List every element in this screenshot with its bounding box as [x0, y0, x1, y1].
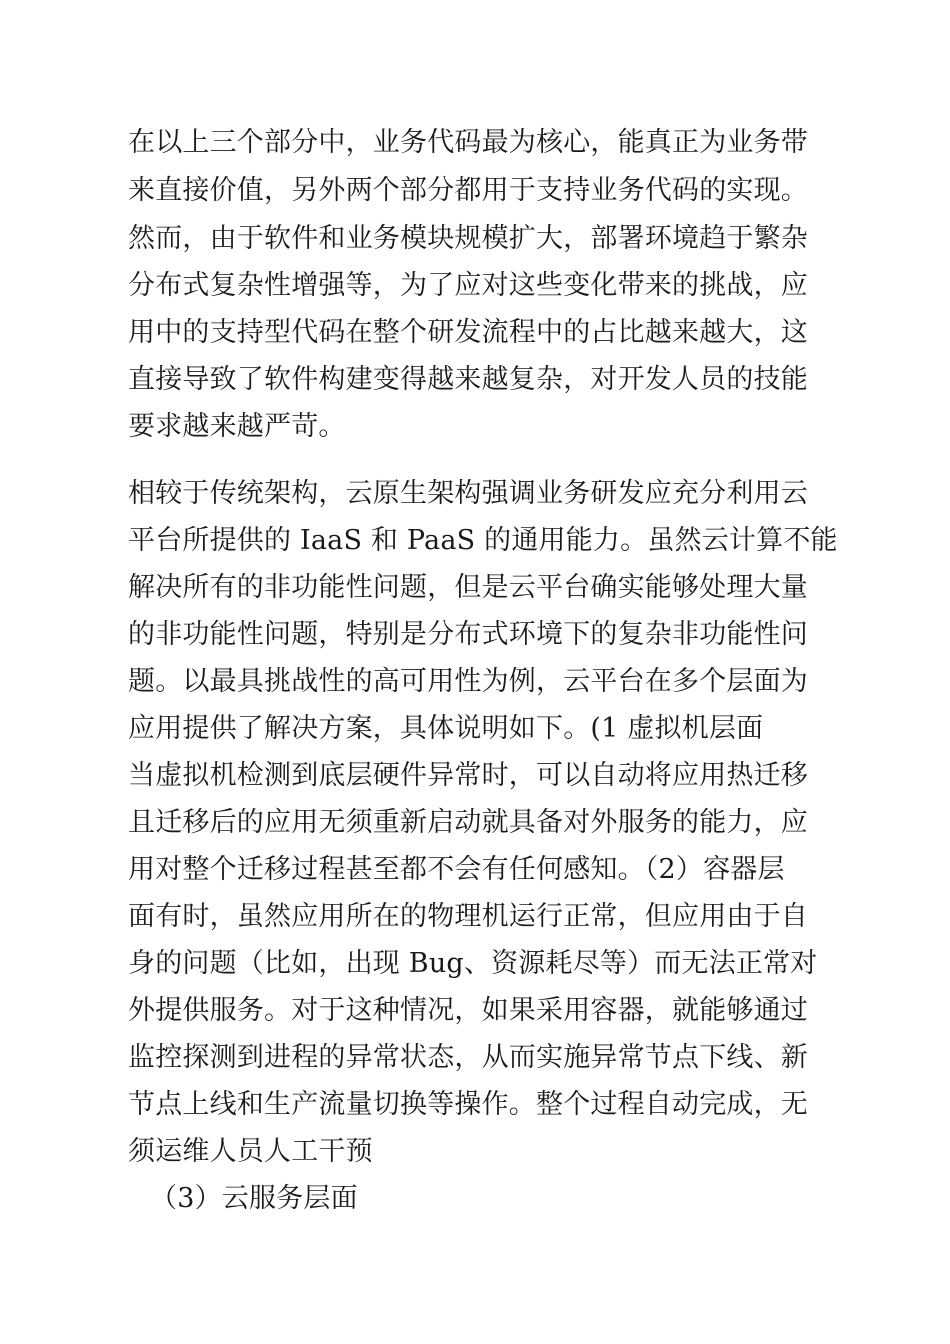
- text-line: 平台所提供的 IaaS 和 PaaS 的通用能力。虽然云计算不能: [128, 525, 838, 556]
- text-line: 直接导致了软件构建变得越来越复杂，对开发人员的技能: [128, 364, 808, 395]
- section-heading: （3）云服务层面: [150, 1183, 358, 1214]
- text-line: 用对整个迁移过程甚至都不会有任何感知。（2）容器层: [128, 854, 785, 885]
- text-line: 节点上线和生产流量切换等操作。整个过程自动完成，无: [128, 1089, 808, 1120]
- text-line: 在以上三个部分中，业务代码最为核心，能真正为业务带: [128, 127, 808, 158]
- text-line: 题。以最具挑战性的高可用性为例，云平台在多个层面为: [128, 666, 808, 697]
- text-line: 用中的支持型代码在整个研发流程中的占比越来越大，这: [128, 317, 808, 348]
- text-line: 当虚拟机检测到底层硬件异常时，可以自动将应用热迁移: [128, 760, 808, 791]
- text-line: 分布式复杂性增强等，为了应对这些变化带来的挑战，应: [128, 270, 808, 301]
- text-line: 外提供服务。对于这种情况，如果采用容器，就能够通过: [128, 995, 808, 1026]
- text-line: 相较于传统架构，云原生架构强调业务研发应充分利用云: [128, 478, 808, 509]
- text-line: 应用提供了解决方案，具体说明如下。(1 虚拟机层面: [128, 713, 764, 744]
- text-line: 监控探测到进程的异常状态，从而实施异常节点下线、新: [128, 1042, 808, 1073]
- text-line: 身的问题（比如，出现 Bug、资源耗尽等）而无法正常对: [128, 948, 818, 979]
- text-line: 且迁移后的应用无须重新启动就具备对外服务的能力，应: [128, 807, 808, 838]
- text-line: 然而，由于软件和业务模块规模扩大，部署环境趋于繁杂: [128, 223, 808, 254]
- text-line: 来直接价值，另外两个部分都用于支持业务代码的实现。: [128, 175, 808, 206]
- text-line: 面有时，虽然应用所在的物理机运行正常，但应用由于自: [128, 901, 808, 932]
- text-line: 要求越来越严苛。: [128, 411, 346, 442]
- text-line: 的非功能性问题，特别是分布式环境下的复杂非功能性问: [128, 619, 808, 650]
- text-line: 解决所有的非功能性问题，但是云平台确实能够处理大量: [128, 572, 808, 603]
- text-line: 须运维人员人工干预: [128, 1136, 373, 1167]
